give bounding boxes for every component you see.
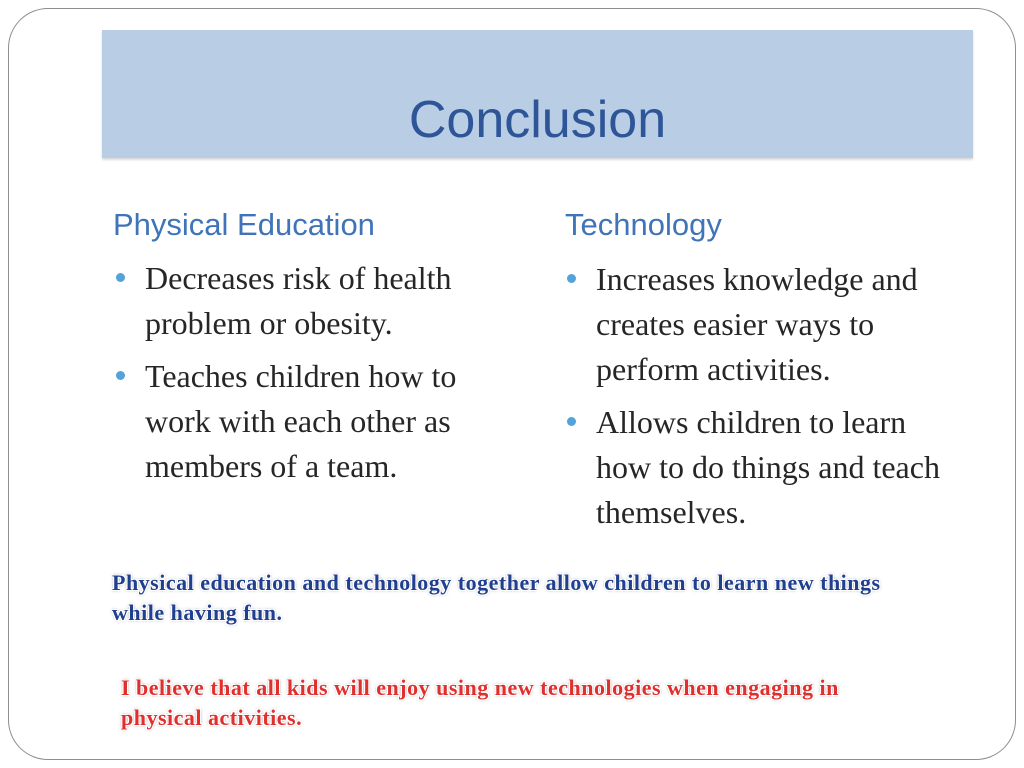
closing-statement: I believe that all kids will enjoy using new technologies when engaging in physical activities. (121, 675, 839, 730)
bullet-text: Teaches children how to work with each other as members of a team. (145, 358, 457, 484)
summary-statement: Physical education and technology together allow children to learn new things while having fun. (112, 570, 881, 625)
title-bar (102, 30, 973, 158)
column-heading-physical-education: Physical Education (113, 207, 375, 242)
bullet-list-technology (596, 257, 1006, 535)
bullet-dot-icon (116, 273, 125, 282)
bullet-text: Allows children to learn how to do things and teach themselves. (596, 404, 940, 530)
bullet-dot-icon (116, 371, 125, 380)
bullet-text: Decreases risk of health problem or obesity. (145, 260, 452, 341)
bullet-dot-icon (567, 274, 576, 283)
bullet-item (145, 256, 545, 346)
bullet-dot-icon (567, 417, 576, 426)
bullet-text: Increases knowledge and creates easier ways to perform activities. (596, 261, 918, 387)
bullet-list-physical-education (145, 256, 545, 489)
slide-title: Conclusion (408, 91, 667, 149)
bullet-item (596, 400, 1006, 535)
bullet-item (145, 354, 545, 489)
bullet-item (596, 257, 1006, 392)
column-heading-technology: Technology (565, 207, 722, 242)
